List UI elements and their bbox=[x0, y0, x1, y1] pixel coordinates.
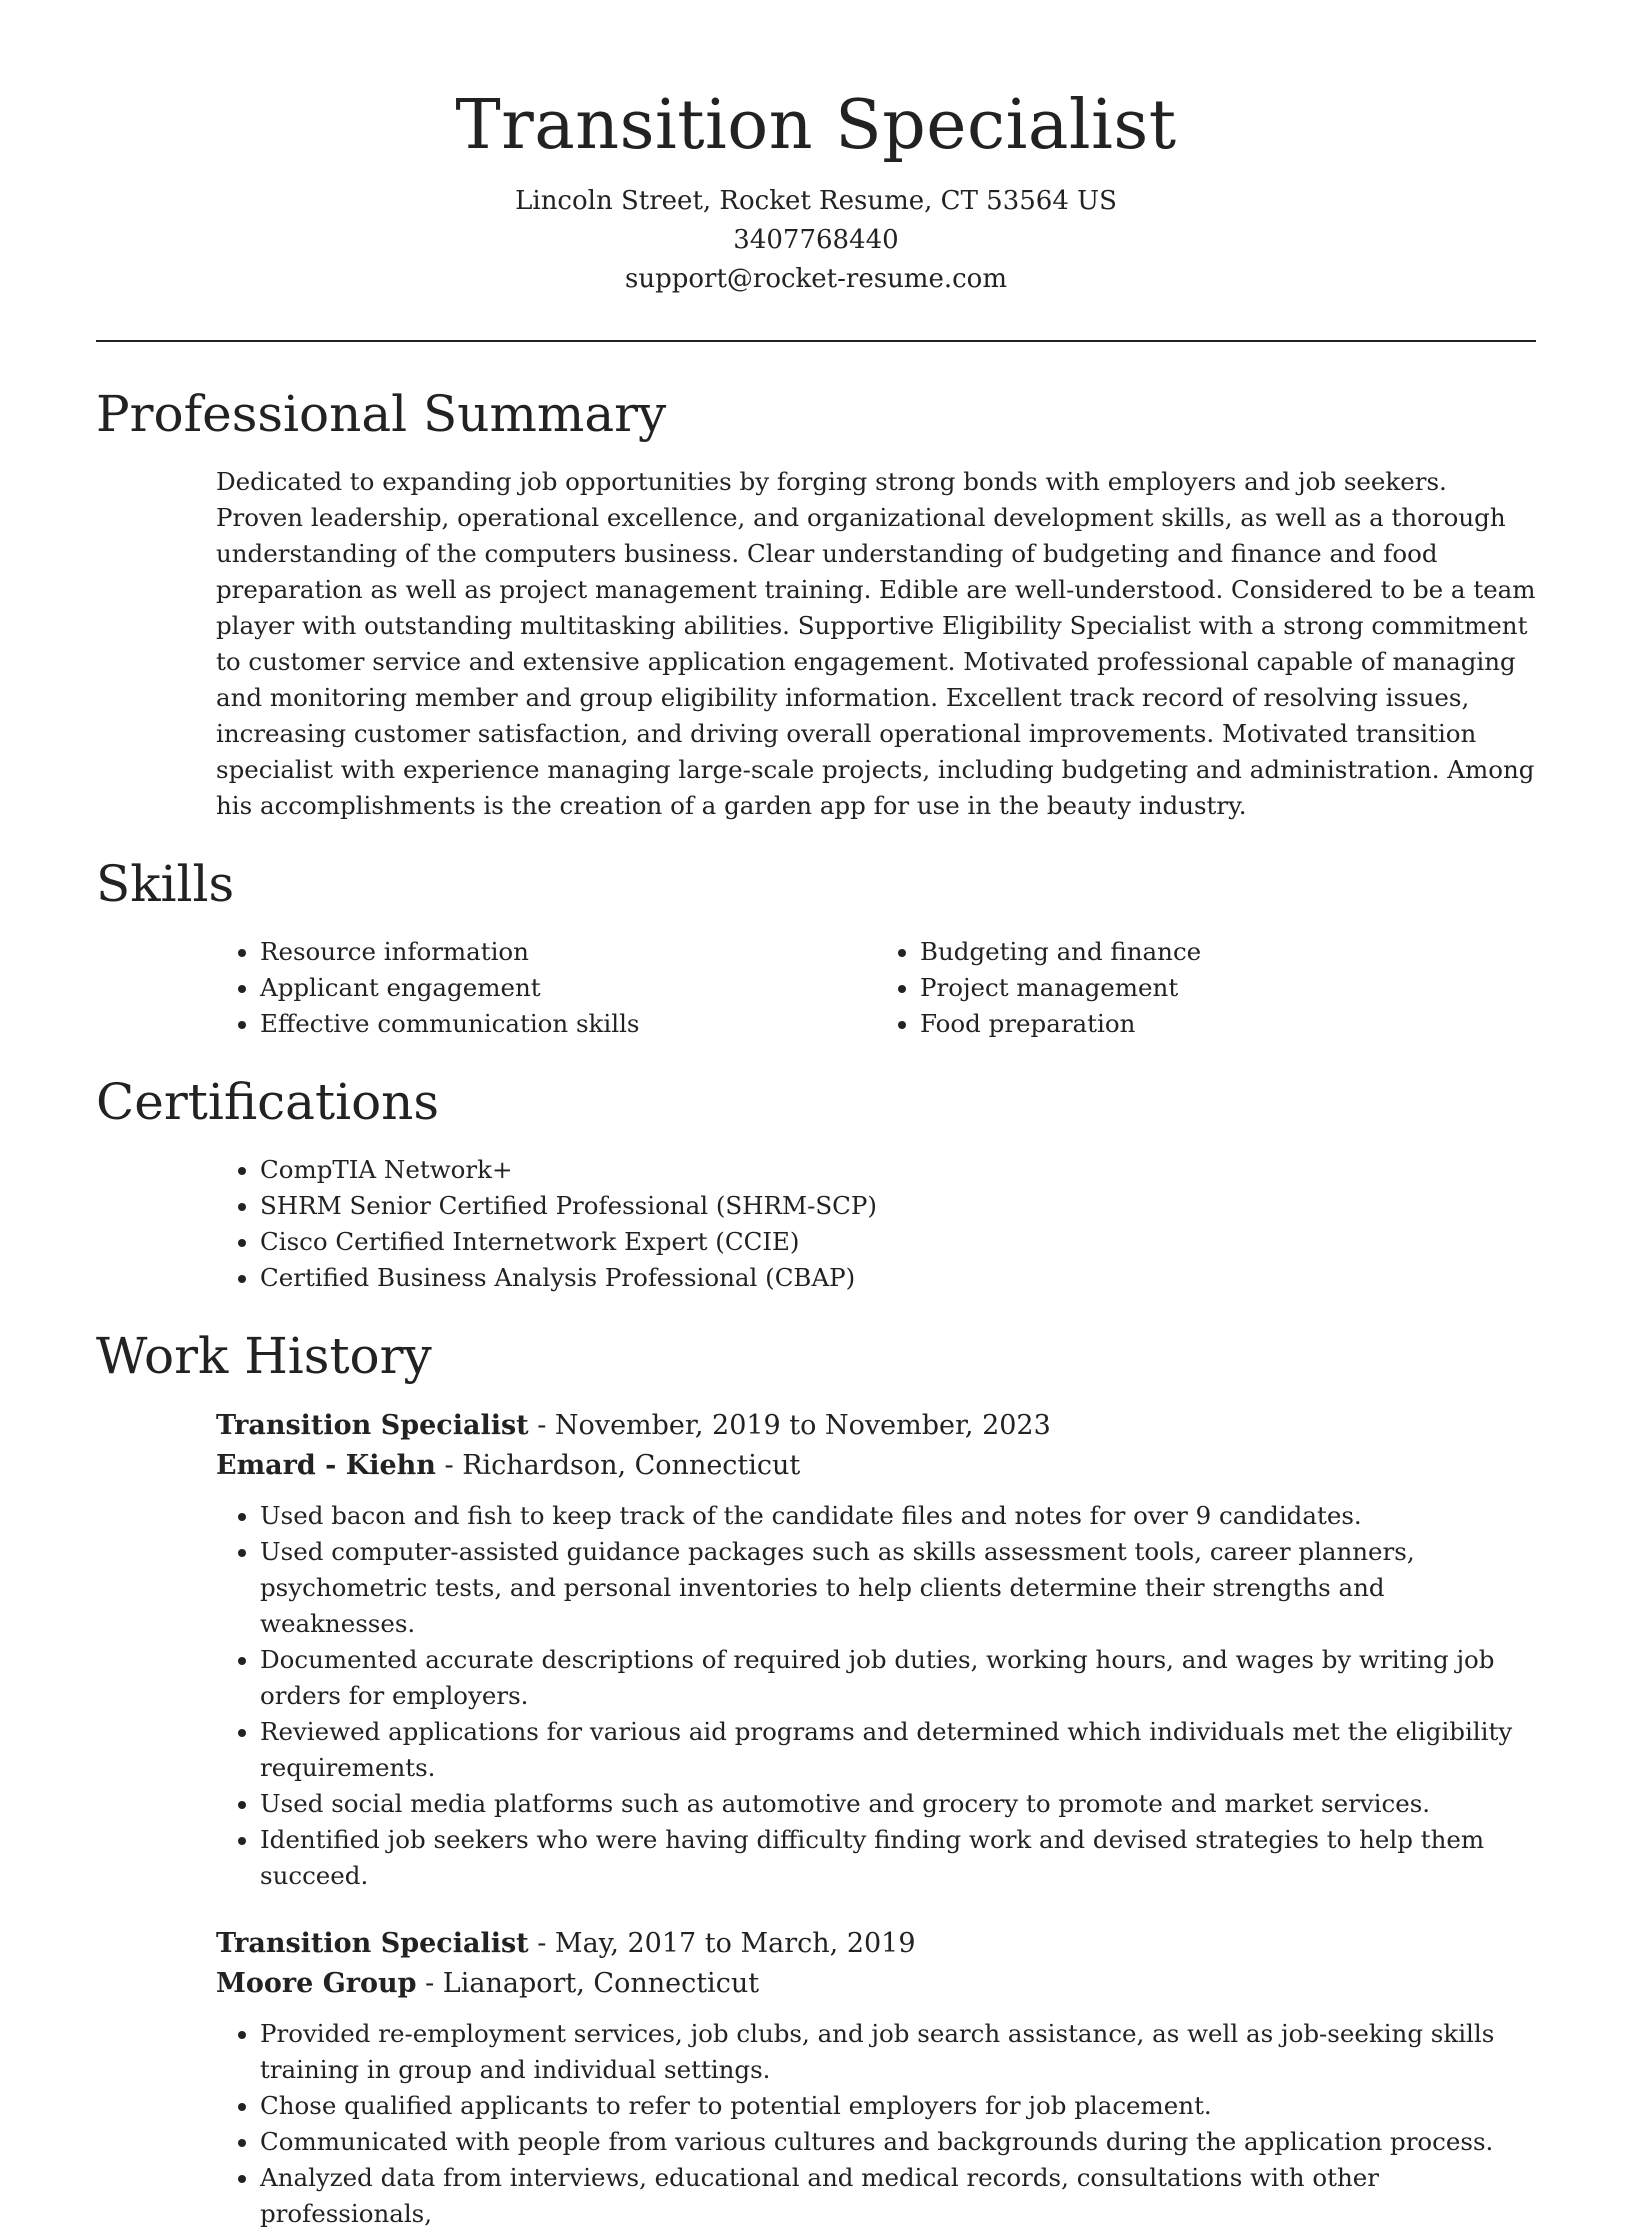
work-history-heading: Work History bbox=[96, 1327, 432, 1385]
resume-header bbox=[0, 0, 1632, 299]
job-company: Emard - Kiehn bbox=[216, 1450, 436, 1481]
job-bullet: • Reviewed applications for various aid programs and determined which individuals met the eligibility requirements. bbox=[260, 1714, 1536, 1786]
job-bullet: • Identified job seekers who were having difficulty finding work and devised strategies to help them succeed. bbox=[260, 1822, 1536, 1894]
certifications-heading: Certifications bbox=[96, 1073, 440, 1131]
job-title-line bbox=[216, 1406, 1536, 1446]
candidate-name: Transition Specialist bbox=[455, 86, 1177, 165]
job-location: - Lianaport, Connecticut bbox=[416, 1968, 760, 1999]
job-bullets bbox=[216, 1498, 1536, 1894]
job-bullet: • Documented accurate descriptions of required job duties, working hours, and wages by writing job orders for employers. bbox=[260, 1642, 1536, 1714]
summary-heading: Professional Summary bbox=[96, 385, 667, 443]
job-entry bbox=[216, 1406, 1536, 1894]
certifications-section bbox=[96, 1070, 1536, 1296]
job-bullet: • Analyzed data from interviews, educational and medical records, consultations with other professionals, bbox=[260, 2160, 1536, 2232]
job-bullet: • Chose qualified applicants to refer to potential employers for job placement. bbox=[260, 2088, 1536, 2124]
skill-item: • Applicant engagement bbox=[260, 970, 876, 1006]
skills-left-column bbox=[216, 934, 876, 1042]
job-bullet: • Used social media platforms such as automotive and grocery to promote and market services. bbox=[260, 1786, 1536, 1822]
job-dates: - May, 2017 to March, 2019 bbox=[528, 1928, 916, 1959]
certifications-list bbox=[216, 1152, 1536, 1296]
skills-columns bbox=[216, 934, 1536, 1042]
address: Lincoln Street, Rocket Resume, CT 53564 US bbox=[515, 186, 1117, 216]
skills-right-column bbox=[876, 934, 1536, 1042]
skill-item: • Resource information bbox=[260, 934, 876, 970]
job-title-line bbox=[216, 1924, 1536, 1964]
certification-item: • CompTIA Network+ bbox=[260, 1152, 1536, 1188]
job-bullet: • Used computer-assisted guidance packages such as skills assessment tools, career planners, psychometric tests, and personal inventories to help clients determine their strengths and weaknesses. bbox=[260, 1534, 1536, 1642]
job-bullet: • Used bacon and fish to keep track of the candidate files and notes for over 9 candidates. bbox=[260, 1498, 1536, 1534]
email: support@rocket-resume.com bbox=[624, 264, 1007, 294]
certification-item: • Cisco Certified Internetwork Expert (CCIE) bbox=[260, 1224, 1536, 1260]
certification-item: • Certified Business Analysis Professional (CBAP) bbox=[260, 1260, 1536, 1296]
summary-text: Dedicated to expanding job opportunities by forging strong bonds with employers and job seekers. Proven leadership, operational excellence, and organizational development skills, as well as a thorough understanding of the computers business. Clear understanding of budgeting and finance and food preparation as well as project management training. Edible are well-understood. Considered to be a team player with outstanding multitasking abilities. Supportive Eligibility Specialist with a strong commitment to customer service and extensive application engagement. Motivated professional capable of managing and monitoring member and group eligibility information. Excellent track record of resolving issues, increasing customer satisfaction, and driving overall operational improvements. Motivated transition specialist with experience managing large-scale projects, including budgeting and administration. Among his accomplishments is the creation of a garden app for use in the beauty industry. bbox=[216, 467, 1536, 820]
job-company-line bbox=[216, 1964, 1536, 2004]
resume-body bbox=[96, 382, 1536, 2232]
job-bullet: • Provided re-employment services, job clubs, and job search assistance, as well as job-seeking skills training in group and individual settings. bbox=[260, 2016, 1536, 2088]
skill-item: • Effective communication skills bbox=[260, 1006, 876, 1042]
job-bullet: • Communicated with people from various cultures and backgrounds during the application process. bbox=[260, 2124, 1536, 2160]
job-company-line bbox=[216, 1446, 1536, 1486]
skills-section bbox=[96, 852, 1536, 1042]
job-company: Moore Group bbox=[216, 1968, 417, 1999]
job-role: Transition Specialist bbox=[216, 1928, 529, 1959]
skill-item: • Budgeting and finance bbox=[920, 934, 1536, 970]
job-location: - Richardson, Connecticut bbox=[435, 1450, 801, 1481]
job-role: Transition Specialist bbox=[216, 1410, 529, 1441]
certification-item: • SHRM Senior Certified Professional (SHRM-SCP) bbox=[260, 1188, 1536, 1224]
skill-item: • Food preparation bbox=[920, 1006, 1536, 1042]
work-history-section bbox=[96, 1324, 1536, 2232]
skill-item: • Project management bbox=[920, 970, 1536, 1006]
header-divider bbox=[96, 340, 1536, 342]
summary-section bbox=[96, 382, 1536, 824]
job-entry bbox=[216, 1924, 1536, 2232]
job-dates: - November, 2019 to November, 2023 bbox=[528, 1410, 1051, 1441]
phone: 3407768440 bbox=[733, 225, 899, 255]
skills-heading: Skills bbox=[96, 855, 235, 913]
contact-info bbox=[0, 182, 1632, 299]
job-bullets bbox=[216, 2016, 1536, 2232]
